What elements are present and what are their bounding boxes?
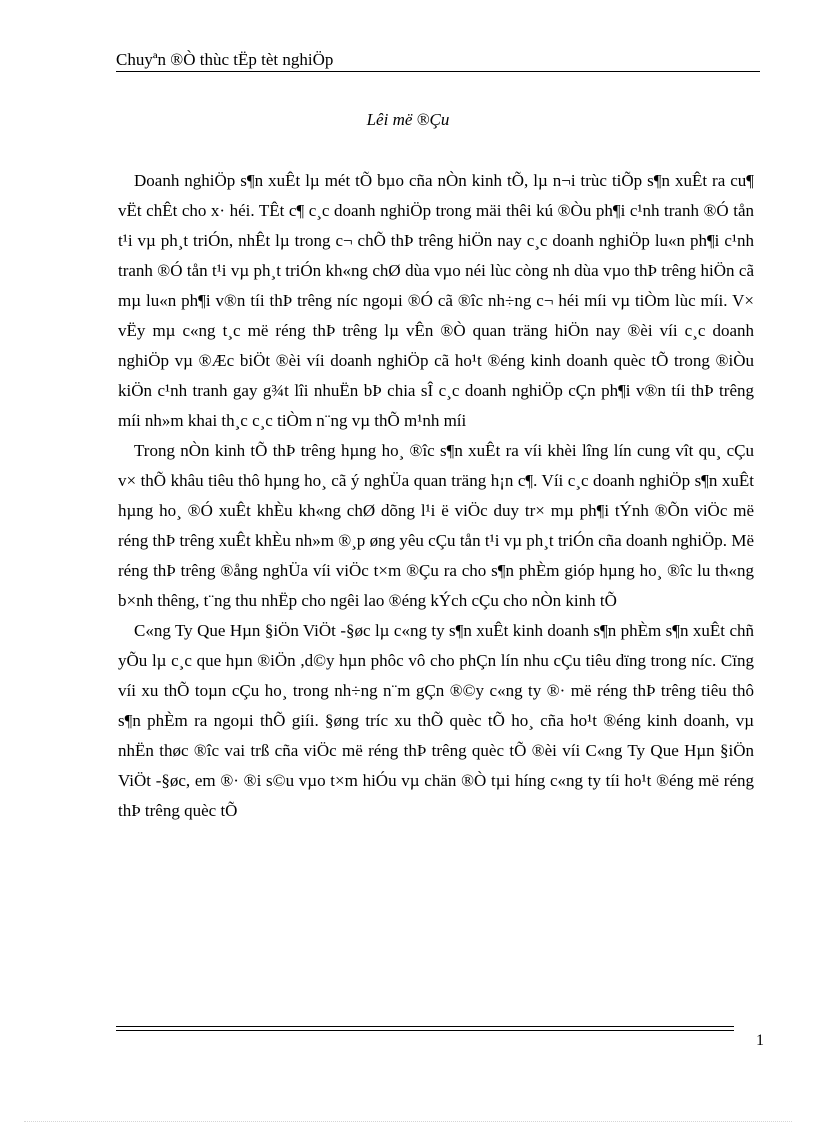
paragraph-1: Doanh nghiÖp s¶n xuÊt lµ mét tÕ bµo cña nÒn kinh tÕ, lµ n¬i trùc tiÕp s¶n xuÊt ra cu¶ vËt chÊt cho x· héi. TÊt c¶ c¸c doanh nghiÖp trong mäi thêi kú ®Òu ph¶i c¹nh tranh ®Ó tån t¹i vµ ph¸t triÓn, nhÊt lµ trong c¬ chÕ thÞ trêng hiÖn nay c¸c doanh nghiÖp lu«n ph¶i c¹nh tranh ®Ó tån t¹i vµ ph¸t triÓn kh«ng chØ dùa vµo néi lùc còng nh dùa vµo thÞ trêng hiÖn cã mµ lu«n ph¶i v®n tíi thÞ trêng níc ngoµi ®Ó cã ®îc nh÷ng c¬ héi míi vµ tiÒm lùc míi. V× vËy mµ c«ng t¸c më réng thÞ trêng lµ vÊn ®Ò quan träng hiÖn nay ®èi víi c¸c doanh nghiÖp vµ ®Æc biÖt ®èi víi doanh nghiÖp cã ho¹t ®éng kinh doanh quèc tÕ trong ®iÒu kiÖn c¹nh tranh gay g¾t lîi nhuËn bÞ chia sÎ c¸c doanh nghiÖp cÇn ph¶i v®n tíi thÞ trêng míi nh»m khai th¸c c¸c tiÒm n¨ng vµ thÕ m¹nh míi xyxy=(118,171,754,430)
paragraph-2: Trong nÒn kinh tÕ thÞ trêng hµng ho¸ ®îc s¶n xuÊt ra víi khèi lîng lín cung vît qu¸ cÇu v× thÕ khâu tiêu thô hµng ho¸ cã ý nghÜa quan träng h¡n c¶. Víi c¸c doanh nghiÖp s¶n xuÊt hµng ho¸ ®Ó xuÊt khÈu kh«ng chØ dõng l¹i ë viÖc duy tr× mµ ph¶i tÝnh ®Õn viÖc më réng thÞ trêng xuÊt khÈu nh»m ®¸p øng yêu cÇu tån t¹i vµ ph¸t triÓn cña doanh nghiÖp. Më réng thÞ trêng ®ång nghÜa víi viÖc t×m ®Çu ra cho s¶n phÈm gióp hµng ho¸ ®îc lu th«ng b×nh thêng, t¨ng thu nhËp cho ngêi lao ®éng kÝch cÇu cho nÒn kinh tÕ xyxy=(118,441,754,610)
document-body xyxy=(118,166,754,826)
page-header xyxy=(116,50,760,72)
footer-double-rule xyxy=(116,1026,734,1031)
document-title: Lêi më ®Çu xyxy=(366,110,450,129)
running-title: Chuyªn ®Ò thùc tËp tèt nghiÖp xyxy=(116,50,334,69)
page-bottom-dotted-border xyxy=(24,1121,792,1122)
page-number: 1 xyxy=(756,1032,764,1049)
paragraph-3: C«ng Ty Que Hµn §iÖn ViÖt -§øc lµ c«ng ty s¶n xuÊt kinh doanh s¶n phÈm s¶n xuÊt chñ yÕu lµ c¸c que hµn ®iÖn ,d©y hµn phôc vô cho phÇn lín nhu cÇu tiêu dïng trong níc. Cïng víi xu thÕ toµn cÇu ho¸ trong nh÷ng n¨m gÇn ®©y c«ng ty ®· më réng thÞ trêng tiêu thô s¶n phÈm ra ngoµi thÕ giíi. §øng tríc xu thÕ quèc tÕ ho¸ cña ho¹t ®éng kinh doanh, vµ nhËn thøc ®îc vai trß cña viÖc më réng thÞ trêng quèc tÕ ®èi víi C«ng Ty Que Hµn §iÖn ViÖt -§øc, em ®· ®i s©u vµo t×m hiÓu vµ chän ®Ò tµi híng c«ng ty tíi ho¹t ®éng më réng thÞ trêng quèc tÕ xyxy=(118,621,754,820)
header-rule xyxy=(116,71,760,72)
